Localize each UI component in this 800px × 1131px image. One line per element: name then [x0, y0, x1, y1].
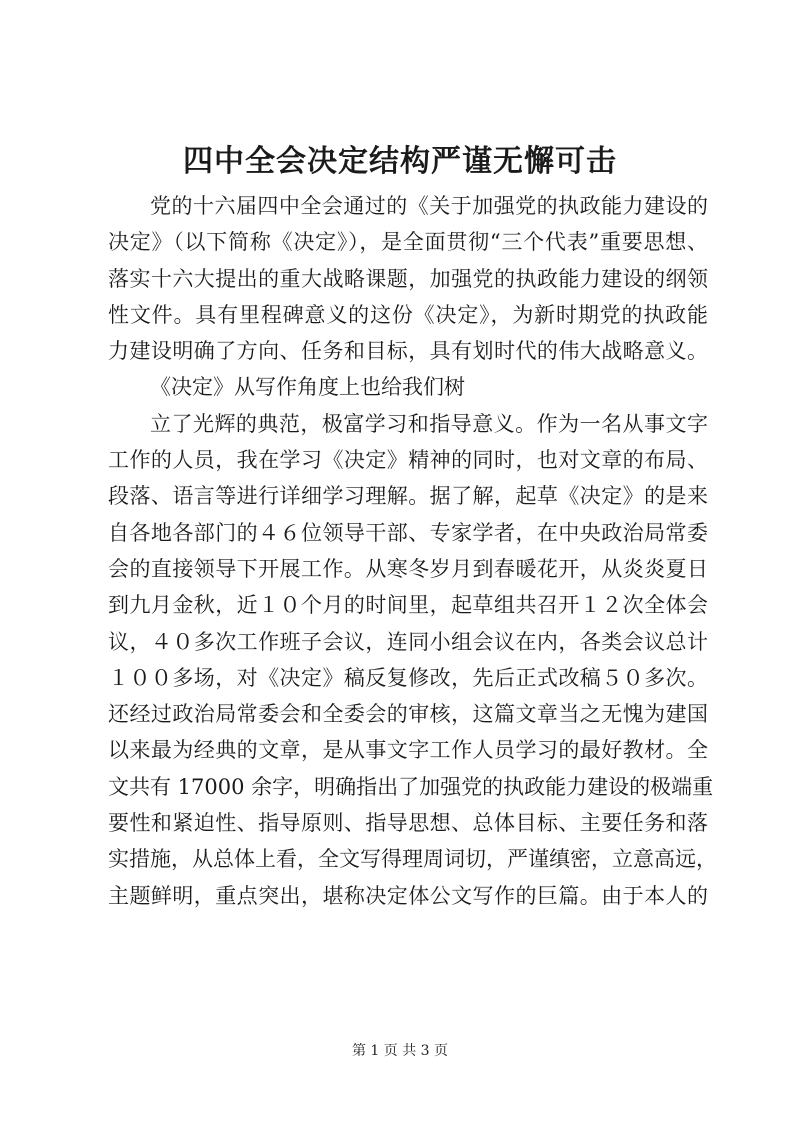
body-line: 要性和紧迫性、指导原则、指导思想、总体目标、主要任务和落 — [108, 811, 708, 836]
body-line: 以来最为经典的文章，是从事文字工作人员学习的最好教材。全 — [108, 738, 708, 763]
body-line: 力建设明确了方向、任务和目标，具有划时代的伟大战略意义。 — [108, 339, 708, 364]
body-line: 还经过政治局常委会和全委会的审核，这篇文章当之无愧为建国 — [108, 702, 708, 727]
page-footer: 第 1 页 共 3 页 — [351, 1043, 449, 1059]
body-line: 会的直接领导下开展工作。从寒冬岁月到春暖花开，从炎炎夏日 — [108, 556, 708, 581]
body-line: 性文件。具有里程碑意义的这份《决定》，为新时期党的执政能 — [108, 302, 708, 327]
body-line: 议，４０多次工作班子会议，连同小组会议在内，各类会议总计 — [108, 629, 708, 654]
body-line: 落实十六大提出的重大战略课题，加强党的执政能力建设的纲领 — [108, 266, 708, 291]
document-title: 四中全会决定结构严谨无懈可击 — [183, 144, 617, 179]
body-line: 段落、语言等进行详细学习理解。据了解，起草《决定》的是来 — [108, 484, 708, 509]
body-line: 文共有 17000 余字，明确指出了加强党的执政能力建设的极端重 — [108, 774, 714, 799]
body-line: 《决定》从写作角度上也给我们树 — [150, 375, 465, 400]
body-line: 工作的人员，我在学习《决定》精神的同时，也对文章的布局、 — [108, 448, 708, 473]
body-line: 到九月金秋，近１０个月的时间里，起草组共召开１２次全体会 — [108, 593, 708, 618]
body-line: 自各地各部门的４６位领导干部、专家学者，在中央政治局常委 — [108, 520, 708, 545]
body-line: 党的十六届四中全会通过的《关于加强党的执政能力建设的 — [150, 194, 708, 218]
document-body — [108, 188, 717, 914]
body-line: 立了光辉的典范，极富学习和指导意义。作为一名从事文字 — [150, 411, 708, 436]
body-line: 实措施，从总体上看，全文写得理周词切，严谨缜密，立意高远， — [108, 847, 717, 872]
body-line: 主题鲜明，重点突出，堪称决定体公文写作的巨篇。由于本人的 — [108, 883, 708, 908]
body-line: 决定》（以下简称《决定》），是全面贯彻“三个代表”重要思想、 — [108, 230, 708, 255]
body-line: １００多场，对《决定》稿反复修改，先后正式改稿５０多次。 — [108, 665, 708, 690]
